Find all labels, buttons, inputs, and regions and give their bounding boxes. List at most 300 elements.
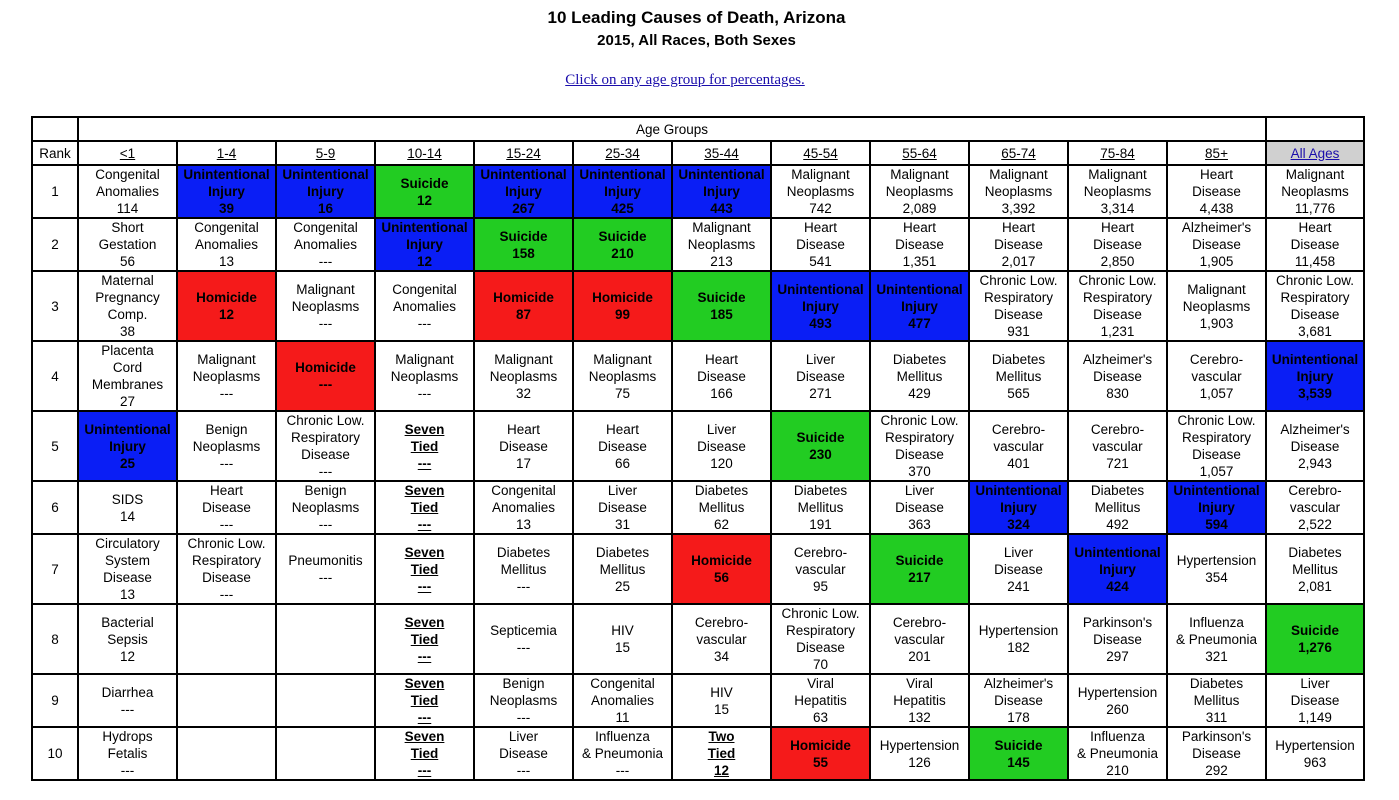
cause-cell-line: 12 <box>713 763 730 778</box>
rank-number: 6 <box>32 481 78 534</box>
cause-cell-line: --- <box>318 254 333 269</box>
cause-cell <box>1167 604 1266 674</box>
cause-cell-line: 311 <box>1205 710 1228 725</box>
cause-cell <box>177 481 276 534</box>
cause-cell-line: Disease <box>895 500 944 515</box>
cause-cell-line: & Pneumonia <box>581 746 664 761</box>
cause-cell-line: --- <box>516 640 531 655</box>
cause-cell <box>969 165 1068 218</box>
cause-cell-line: 66 <box>614 455 631 471</box>
cause-cell <box>474 674 573 727</box>
cause-cell-line: Disease <box>895 237 944 252</box>
cause-cell-line: Tied <box>410 746 439 761</box>
cause-cell-line: Cerebro- <box>694 614 749 630</box>
cause-cell <box>276 534 375 604</box>
cause-cell-line: Chronic Low. <box>979 273 1058 288</box>
cause-cell-line: Cerebro- <box>1288 483 1342 498</box>
cause-cell <box>1167 411 1266 481</box>
cause-cell <box>1068 604 1167 674</box>
cause-cell-line: 16 <box>317 201 334 216</box>
cause-cell-line: 1,231 <box>1100 324 1135 339</box>
cause-cell <box>177 165 276 218</box>
rank-number: 8 <box>32 604 78 674</box>
cause-cell-line: Homicide <box>493 290 554 305</box>
cause-cell-line: 14 <box>119 508 136 524</box>
cause-cell-line: Respiratory <box>191 553 262 568</box>
cause-cell-line: Anomalies <box>590 693 655 708</box>
cause-cell <box>870 604 969 674</box>
cause-cell <box>1068 341 1167 411</box>
cause-cell-line: --- <box>516 710 531 725</box>
cause-cell-line: Sepsis <box>107 631 148 647</box>
cause-cell-line: Injury <box>406 237 443 252</box>
cause-cell-line: Viral <box>906 676 933 691</box>
cause-cell-line: Neoplasms <box>1281 184 1349 199</box>
cause-cell <box>1167 165 1266 218</box>
cause-cell-line: 32 <box>515 385 532 401</box>
cause-cell <box>1167 727 1266 780</box>
cause-cell[interactable] <box>375 604 474 674</box>
cause-cell-line: Malignant <box>791 167 850 182</box>
cause-cell[interactable] <box>375 727 474 780</box>
cause-cell <box>375 271 474 341</box>
cause-cell <box>276 218 375 271</box>
age-group-link[interactable]: 15-24 <box>474 141 573 165</box>
cause-cell-line: Diabetes <box>595 544 650 560</box>
cause-cell[interactable] <box>375 411 474 481</box>
cause-cell-line: 2,850 <box>1100 254 1135 269</box>
cause-cell-line: vascular <box>1092 438 1143 454</box>
cause-cell-line: Disease <box>1093 631 1142 647</box>
cause-cell <box>78 604 177 674</box>
cause-cell-line: Unintentional <box>183 167 270 182</box>
cause-cell[interactable] <box>375 481 474 534</box>
cause-cell-line: Disease <box>598 438 647 454</box>
cause-cell-line: Disease <box>994 307 1043 322</box>
cause-cell-line: 1,276 <box>1298 640 1332 655</box>
cause-cell-line: 541 <box>809 254 832 269</box>
cause-cell-line: Neoplasms <box>786 184 855 199</box>
cause-cell-line: 742 <box>809 201 832 216</box>
cause-cell-line: Mellitus <box>1193 693 1240 708</box>
cause-cell <box>1266 341 1364 411</box>
cause-cell-line: HIV <box>710 684 733 700</box>
column-header-row <box>32 141 1364 165</box>
cause-cell <box>573 271 672 341</box>
cause-cell-line: 15 <box>614 640 631 655</box>
cause-cell-line: --- <box>417 763 432 778</box>
cause-cell-line: 39 <box>218 201 235 216</box>
cause-cell-line: Heart <box>704 351 738 367</box>
cause-cell-line: Malignant <box>296 281 355 297</box>
cause-cell <box>78 271 177 341</box>
cause-cell-line: Septicemia <box>490 623 557 638</box>
cause-cell-line: SIDS <box>111 491 144 507</box>
cause-cell-line: Heart <box>605 421 639 437</box>
cause-cell-line: Neoplasms <box>1083 184 1152 199</box>
cause-cell <box>573 727 672 780</box>
cause-cell[interactable] <box>672 727 771 780</box>
age-group-link[interactable]: 1-4 <box>177 141 276 165</box>
cause-cell-line: --- <box>219 455 234 471</box>
cause-cell-line: Disease <box>1093 307 1142 322</box>
cause-cell-line: Unintentional <box>876 281 963 297</box>
cause-cell-line: 594 <box>1205 517 1228 532</box>
cause-cell-line: Influenza <box>595 729 650 744</box>
cause-cell-line: --- <box>318 377 333 392</box>
cause-cell-line: 217 <box>908 570 931 585</box>
cause-cell-line: 292 <box>1205 763 1228 778</box>
cause-cell-line: Bacterial <box>101 614 154 630</box>
cause-cell-line: Disease <box>697 368 746 384</box>
cause-cell-line: Heart <box>1298 220 1332 235</box>
cause-cell-line: 201 <box>908 648 931 664</box>
cause-cell-line: 3,314 <box>1100 201 1135 216</box>
cause-cell-line: Viral <box>807 676 834 691</box>
cause-cell-line: 2,943 <box>1298 455 1332 471</box>
cause-cell-line: 185 <box>710 307 733 322</box>
rank-row <box>32 481 1364 534</box>
cause-cell-line: Unintentional <box>1173 483 1260 498</box>
cause-cell <box>870 674 969 727</box>
cause-cell-line: vascular <box>894 631 945 647</box>
empty-cell <box>177 674 276 727</box>
cause-cell-line: Malignant <box>1285 167 1345 182</box>
cause-cell-line: 1,057 <box>1199 464 1234 479</box>
cause-cell <box>474 165 573 218</box>
cause-cell-line: Disease <box>499 746 548 761</box>
cause-cell-line: Neoplasms <box>192 438 261 454</box>
cause-cell-line: Unintentional <box>480 167 567 182</box>
cause-cell-line: 271 <box>809 385 832 401</box>
cause-cell-line: Neoplasms <box>588 368 657 384</box>
cause-cell-line: --- <box>417 710 432 725</box>
cause-cell-line: 324 <box>1007 517 1030 532</box>
cause-cell-line: Chronic Low. <box>1078 273 1157 288</box>
cause-cell <box>78 218 177 271</box>
cause-cell-line: Injury <box>1099 561 1136 577</box>
cause-cell-line: Disease <box>1192 447 1241 462</box>
cause-cell-line: 401 <box>1007 455 1030 471</box>
cause-cell <box>573 165 672 218</box>
age-group-link[interactable]: 85+ <box>1167 141 1266 165</box>
cause-cell-line: --- <box>417 648 432 664</box>
age-group-link[interactable]: 35-44 <box>672 141 771 165</box>
cause-cell-line: 424 <box>1106 578 1129 594</box>
cause-cell-line: Tied <box>410 500 439 515</box>
cause-cell-line: Anomalies <box>392 298 457 314</box>
age-group-link[interactable]: 5-9 <box>276 141 375 165</box>
cause-cell-line: Mellitus <box>797 500 844 515</box>
cause-cell-line: Mellitus <box>500 561 547 577</box>
cause-cell-line: 931 <box>1007 324 1030 339</box>
cause-cell-line: Respiratory <box>1082 290 1153 305</box>
cause-cell-line: 132 <box>908 710 931 725</box>
cause-cell-line: 2,089 <box>902 201 937 216</box>
cause-cell <box>474 411 573 481</box>
cause-cell <box>474 218 573 271</box>
cause-cell <box>1167 218 1266 271</box>
cause-cell-line: Benign <box>502 676 545 691</box>
cause-cell-line: --- <box>318 464 333 479</box>
cause-cell-line: Suicide <box>994 737 1043 753</box>
cause-cell-line: Malignant <box>494 351 553 367</box>
cause-cell-line: 191 <box>809 517 832 532</box>
cause-cell-line: vascular <box>795 561 846 577</box>
cause-cell-line: Hypertension <box>879 737 960 753</box>
cause-cell-line: Disease <box>1093 237 1142 252</box>
cause-cell-line: Injury <box>604 184 641 199</box>
cause-cell <box>771 727 870 780</box>
cause-cell <box>672 218 771 271</box>
cause-cell-line: --- <box>120 701 135 717</box>
cause-cell-line: 477 <box>908 315 931 331</box>
cause-cell-line: Suicide <box>796 430 845 445</box>
cause-cell-line: 15 <box>713 701 730 717</box>
cause-cell <box>78 165 177 218</box>
cause-cell-line: Pregnancy <box>95 290 160 305</box>
cause-cell-line: Disease <box>202 500 251 515</box>
cause-cell <box>771 165 870 218</box>
cause-cell-line: 4,438 <box>1199 201 1234 216</box>
cause-cell <box>573 604 672 674</box>
rank-row <box>32 341 1364 411</box>
cause-cell-line: 321 <box>1205 648 1228 664</box>
cause-cell-line: Anomalies <box>293 237 358 252</box>
age-group-link[interactable]: 25-34 <box>573 141 672 165</box>
cause-cell-line: 1,903 <box>1199 315 1234 331</box>
header-spacer-cell <box>1266 117 1364 141</box>
cause-cell-line: Seven <box>404 483 445 498</box>
cause-cell-line: 166 <box>710 385 733 401</box>
cause-cell <box>1068 218 1167 271</box>
cause-cell-line: Heart <box>1100 220 1134 235</box>
cause-cell-line: Suicide <box>895 553 944 568</box>
cause-cell-line: --- <box>417 385 432 401</box>
cause-cell-line: 2,522 <box>1298 517 1332 532</box>
cause-cell-line: Respiratory <box>983 290 1054 305</box>
cause-cell-line: 267 <box>512 201 535 216</box>
cause-cell-line: Disease <box>103 570 152 585</box>
cause-cell <box>870 481 969 534</box>
cause-cell-line: --- <box>516 763 531 778</box>
cause-cell-line: Liver <box>805 351 836 367</box>
cause-cell-line: Comp. <box>107 307 148 322</box>
age-group-link[interactable]: 65-74 <box>969 141 1068 165</box>
cause-cell-line: Heart <box>902 220 936 235</box>
cause-cell <box>78 481 177 534</box>
cause-cell-line: Benign <box>304 483 347 498</box>
cause-cell-line: 56 <box>713 570 730 585</box>
cause-cell-line: 25 <box>614 578 631 594</box>
corner-cell <box>32 117 78 141</box>
cause-cell-line: 2,017 <box>1001 254 1036 269</box>
cause-cell-line: 70 <box>812 657 829 672</box>
cause-cell-line: Injury <box>109 438 146 454</box>
cause-cell <box>1266 481 1364 534</box>
rank-number: 1 <box>32 165 78 218</box>
cause-cell-line: 17 <box>515 455 532 471</box>
cause-cell-line: Congenital <box>590 676 655 691</box>
cause-cell-line: Homicide <box>592 290 653 305</box>
cause-cell-line: 3,681 <box>1298 324 1332 339</box>
cause-cell <box>870 271 969 341</box>
cause-cell-line: Benign <box>205 421 248 437</box>
cause-cell-line: --- <box>120 763 135 778</box>
cause-cell-line: 13 <box>218 254 235 269</box>
cause-cell-line: Diarrhea <box>101 684 154 700</box>
cause-cell-line: --- <box>219 517 234 532</box>
cause-cell-line: Chronic Low. <box>187 536 266 551</box>
cause-cell-line: 297 <box>1106 648 1129 664</box>
cause-cell-line: Heart <box>506 421 540 437</box>
cause-cell[interactable] <box>375 674 474 727</box>
empty-cell <box>177 604 276 674</box>
cause-cell-line: Alzheimer's <box>983 676 1054 691</box>
cause-cell-line: Suicide <box>697 290 746 305</box>
cause-cell <box>1068 674 1167 727</box>
cause-cell-line: Cerebro- <box>1189 351 1244 367</box>
cause-cell-line: Disease <box>1093 368 1142 384</box>
cause-cell <box>276 481 375 534</box>
cause-cell-line: Disease <box>994 237 1043 252</box>
cause-cell-line: 425 <box>611 201 634 216</box>
cause-cell-line: 63 <box>812 710 829 725</box>
cause-cell-line: Diabetes <box>1189 676 1244 691</box>
cause-cell <box>1167 674 1266 727</box>
age-group-link[interactable]: 75-84 <box>1068 141 1167 165</box>
cause-cell[interactable] <box>375 534 474 604</box>
cause-cell-line: vascular <box>696 631 747 647</box>
cause-cell-line: Maternal <box>101 273 154 288</box>
cause-cell <box>969 341 1068 411</box>
rank-header: Rank <box>32 141 78 165</box>
cause-cell-line: Respiratory <box>785 623 856 638</box>
cause-cell <box>1266 218 1364 271</box>
cause-cell-line: 1,905 <box>1199 254 1234 269</box>
cause-cell-line: Seven <box>404 614 445 630</box>
cause-cell-line: 565 <box>1007 385 1030 401</box>
cause-cell-line: Malignant <box>1187 281 1246 297</box>
cause-cell <box>969 218 1068 271</box>
cause-cell-line: Hydrops <box>102 729 153 744</box>
cause-cell <box>177 534 276 604</box>
cause-cell-line: --- <box>417 578 432 594</box>
cause-cell-line: Hepatitis <box>794 693 847 708</box>
cause-cell-line: Hypertension <box>1176 553 1257 568</box>
cause-cell-line: Disease <box>598 500 647 515</box>
cause-cell-line: 120 <box>710 455 733 471</box>
empty-cell <box>177 727 276 780</box>
cause-cell <box>474 481 573 534</box>
cause-cell-line: Suicide <box>499 228 548 244</box>
percentages-link[interactable]: Click on any age group for percentages. <box>565 72 805 88</box>
cause-cell-line: Unintentional <box>1271 351 1359 367</box>
cause-cell-line: Tied <box>410 438 439 454</box>
cause-cell-line: Mellitus <box>1292 561 1338 577</box>
cause-cell-line: Mellitus <box>896 368 943 384</box>
cause-cell-line: Mellitus <box>1094 500 1141 515</box>
cause-cell <box>870 534 969 604</box>
cause-cell-line: 178 <box>1007 710 1030 725</box>
rank-number: 3 <box>32 271 78 341</box>
cause-cell-line: Chronic Low. <box>781 606 860 621</box>
cause-cell-line: Congenital <box>95 167 160 182</box>
cause-cell-line: Parkinson's <box>1082 614 1153 630</box>
cause-cell-line: Respiratory <box>1280 290 1350 305</box>
cause-cell-line: Neoplasms <box>192 368 261 384</box>
cause-cell <box>474 604 573 674</box>
cause-cell-line: Injury <box>901 298 938 314</box>
cause-cell <box>177 218 276 271</box>
cause-cell-line: Cerebro- <box>892 614 947 630</box>
age-groups-label: Age Groups <box>78 117 1266 141</box>
cause-cell <box>771 674 870 727</box>
cause-cell-line: Disease <box>697 438 746 454</box>
cause-cell-line: 25 <box>119 455 136 471</box>
cause-cell <box>1266 271 1364 341</box>
cause-cell-line: Neoplasms <box>489 368 558 384</box>
cause-cell-line: Diabetes <box>694 483 749 498</box>
cause-cell-line: Liver <box>904 483 935 498</box>
cause-cell-line: Hypertension <box>1077 684 1158 700</box>
cause-cell-line: Injury <box>505 184 542 199</box>
cause-cell-line: Unintentional <box>282 167 369 182</box>
cause-cell-line: 12 <box>119 648 136 664</box>
cause-cell-line: Malignant <box>197 351 256 367</box>
cause-cell <box>177 341 276 411</box>
cause-cell-line: 11,458 <box>1294 254 1336 269</box>
cause-cell-line: Neoplasms <box>291 500 360 515</box>
cause-cell <box>474 727 573 780</box>
cause-cell <box>1266 674 1364 727</box>
cause-cell <box>177 411 276 481</box>
cause-cell-line: Diabetes <box>793 483 848 498</box>
age-group-link[interactable]: 55-64 <box>870 141 969 165</box>
cause-cell-line: Congenital <box>194 220 259 235</box>
cause-cell-line: Mellitus <box>995 368 1042 384</box>
cause-cell <box>771 604 870 674</box>
cause-cell-line: Hepatitis <box>893 693 946 708</box>
cause-cell-line: 213 <box>710 254 733 269</box>
cause-cell-line: Hypertension <box>978 623 1059 638</box>
cause-cell <box>573 218 672 271</box>
cause-cell-line: 963 <box>1303 754 1327 770</box>
cause-cell-line: Malignant <box>395 351 454 367</box>
cause-cell-line: 230 <box>809 447 832 462</box>
rank-number: 2 <box>32 218 78 271</box>
cause-cell-line: 27 <box>119 394 136 409</box>
cause-cell-line: Respiratory <box>290 430 361 445</box>
rank-row <box>32 534 1364 604</box>
cause-cell-line: 114 <box>116 201 139 216</box>
cause-cell-line: 55 <box>812 754 829 770</box>
rank-row <box>32 218 1364 271</box>
cause-cell-line: Unintentional <box>975 483 1062 498</box>
cause-cell-line: 95 <box>812 578 829 594</box>
cause-cell <box>672 341 771 411</box>
cause-cell-line: 354 <box>1205 570 1228 585</box>
cause-cell <box>78 674 177 727</box>
age-group-link[interactable]: 10-14 <box>375 141 474 165</box>
cause-cell-line: 2,081 <box>1298 578 1332 594</box>
cause-cell-line: --- <box>318 517 333 532</box>
age-group-link[interactable]: All Ages <box>1266 141 1364 165</box>
cause-cell-line: 1,351 <box>902 254 937 269</box>
age-group-link[interactable]: <1 <box>78 141 177 165</box>
age-group-link[interactable]: 45-54 <box>771 141 870 165</box>
cause-cell-line: 3,539 <box>1298 385 1332 401</box>
